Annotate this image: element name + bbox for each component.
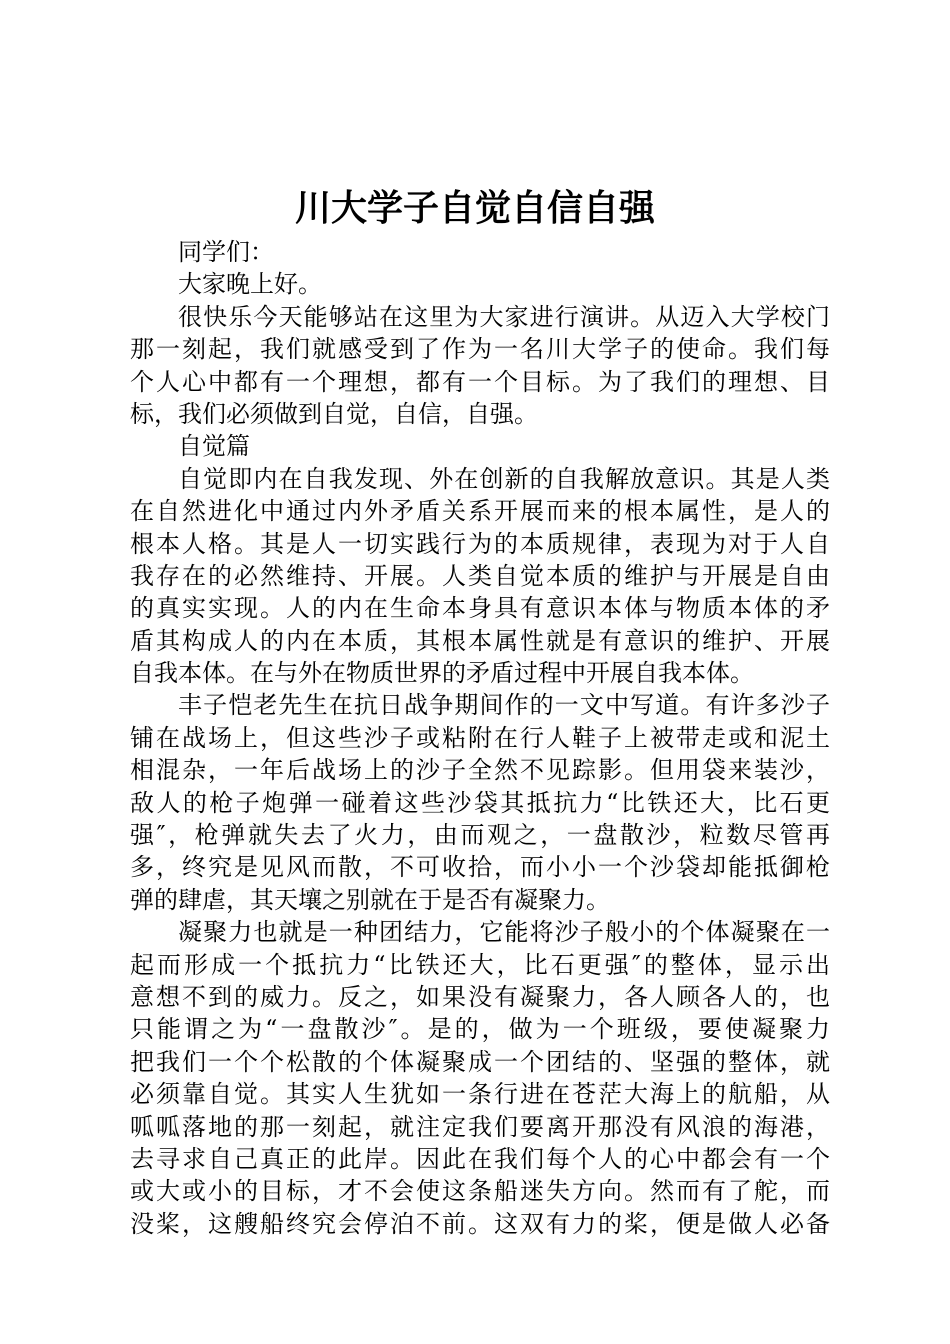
- text-line: 意想不到的威力。反之，如果没有凝聚力，各人顾各人的，也: [130, 982, 830, 1011]
- text-line: 盾其构成人的内在本质，其根本属性就是有意识的维护、开展: [130, 626, 830, 655]
- text-line: 自觉即内在自我发现、外在创新的自我解放意识。其是人类: [178, 464, 830, 493]
- text-line: 那一刻起，我们就感受到了作为一名川大学子的使命。我们每: [130, 335, 830, 364]
- text-line: 去寻求自己真正的此岸。因此在我们每个人的心中都会有一个: [130, 1144, 830, 1173]
- text-line: 的真实实现。人的内在生命本身具有意识本体与物质本体的矛: [130, 594, 830, 623]
- text-line: 大家晚上好。: [178, 270, 322, 299]
- text-line: 标，我们必须做到自觉，自信，自强。: [130, 399, 538, 428]
- text-line: 必须靠自觉。其实人生犹如一条行进在苍茫大海上的航船，从: [130, 1080, 830, 1109]
- text-line: 丰子恺老先生在抗日战争期间作的一文中写道。有许多沙子: [178, 691, 830, 720]
- text-line: 敌人的枪子炮弹一碰着这些沙袋其抵抗力“比铁还大，比石更: [130, 788, 830, 817]
- text-line: 起而形成一个抵抗力“比铁还大，比石更强″的整体，显示出: [130, 950, 830, 979]
- text-line: 个人心中都有一个理想，都有一个目标。为了我们的理想、目: [130, 367, 830, 396]
- text-line: 相混杂，一年后战场上的沙子全然不见踪影。但用袋来装沙，: [130, 756, 830, 785]
- text-line: 强″，枪弹就失去了火力，由而观之，一盘散沙，粒数尽管再: [130, 821, 830, 850]
- text-line: 或大或小的目标，才不会使这条船迷失方向。然而有了舵，而: [130, 1177, 830, 1206]
- text-line: 同学们：: [178, 238, 274, 266]
- text-line: 根本人格。其是人一切实践行为的本质规律，表现为对于人自: [130, 529, 830, 558]
- text-line: 铺在战场上，但这些沙子或粘附在行人鞋子上被带走或和泥土: [130, 723, 830, 752]
- text-line: 自觉篇: [178, 432, 250, 461]
- text-line: 只能谓之为“一盘散沙″。是的，做为一个班级，要使凝聚力: [130, 1015, 830, 1044]
- document-body: [130, 236, 830, 1240]
- text-line: 弹的肆虐，其天壤之别就在于是否有凝聚力。: [130, 885, 610, 914]
- text-line: 我存在的必然维持、开展。人类自觉本质的维护与开展是自由: [130, 561, 830, 590]
- text-line: 把我们一个个松散的个体凝聚成一个团结的、坚强的整体，就: [130, 1047, 830, 1076]
- document-title: 川大学子自觉自信自强: [294, 188, 655, 229]
- text-line: 在自然进化中通过内外矛盾关系开展而来的根本属性，是人的: [130, 497, 830, 526]
- text-line: 自我本体。在与外在物质世界的矛盾过程中开展自我本体。: [130, 659, 754, 688]
- text-line: 很快乐今天能够站在这里为大家进行演讲。从迈入大学校门: [178, 302, 830, 331]
- text-line: 呱呱落地的那一刻起，就注定我们要离开那没有风浪的海港，: [130, 1112, 830, 1141]
- text-line: 没桨，这艘船终究会停泊不前。这双有力的桨，便是做人必备: [130, 1209, 830, 1238]
- text-line: 凝聚力也就是一种团结力，它能将沙子般小的个体凝聚在一: [178, 918, 830, 947]
- text-line: 多，终究是见风而散，不可收拾，而小小一个沙袋却能抵御枪: [130, 853, 830, 882]
